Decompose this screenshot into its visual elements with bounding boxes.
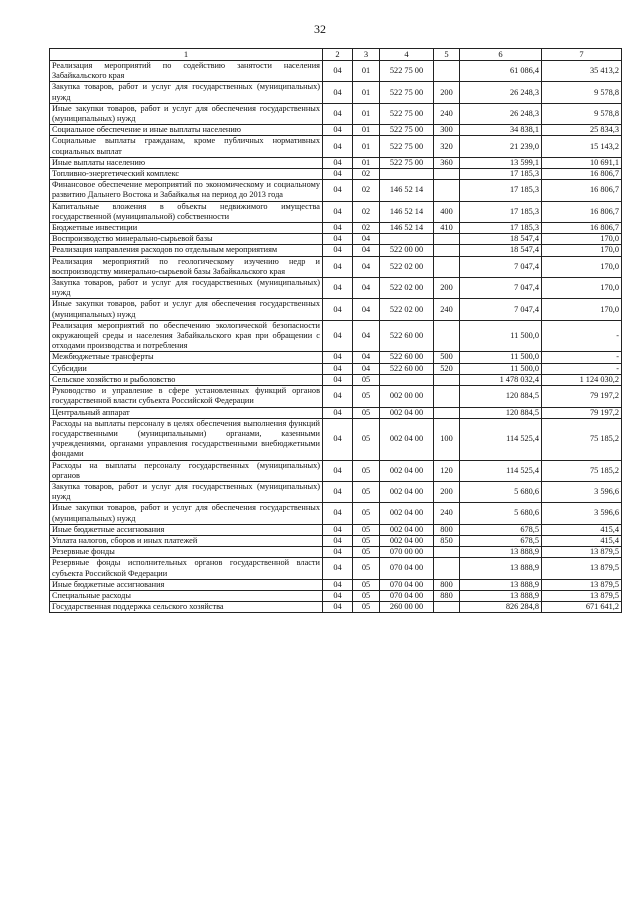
cell-section: 04: [323, 299, 353, 320]
cell-amount-1: 5 680,6: [460, 481, 542, 502]
cell-amount-1: 13 888,9: [460, 579, 542, 590]
cell-name: Социальное обеспечение и иные выплаты населению: [50, 125, 323, 136]
cell-name: Топливно-энергетический комплекс: [50, 169, 323, 180]
table-row: [50, 157, 622, 168]
cell-section: 04: [323, 602, 353, 613]
cell-section: 04: [323, 320, 353, 352]
cell-amount-2: 13 879,5: [542, 558, 622, 579]
cell-name: Иные закупки товаров, работ и услуг для обеспечения государственных (муниципальных) нужд: [50, 299, 323, 320]
cell-amount-2: 75 185,2: [542, 418, 622, 460]
cell-subsection: 02: [353, 223, 380, 234]
table-row: [50, 61, 622, 82]
cell-expense-type: 200: [434, 278, 460, 299]
table-row: [50, 374, 622, 385]
cell-target-article: 522 00 00: [380, 245, 434, 256]
col-header: 3: [353, 49, 380, 61]
cell-amount-2: 13 879,5: [542, 590, 622, 601]
cell-subsection: 01: [353, 125, 380, 136]
cell-subsection: 05: [353, 590, 380, 601]
cell-section: 04: [323, 157, 353, 168]
cell-amount-2: 16 806,7: [542, 169, 622, 180]
cell-section: 04: [323, 374, 353, 385]
cell-target-article: [380, 374, 434, 385]
cell-amount-1: 678,5: [460, 524, 542, 535]
cell-target-article: 146 52 14: [380, 201, 434, 222]
cell-expense-type: 800: [434, 579, 460, 590]
cell-expense-type: [434, 61, 460, 82]
cell-section: 04: [323, 579, 353, 590]
cell-name: Закупка товаров, работ и услуг для государственных (муниципальных) нужд: [50, 82, 323, 103]
cell-expense-type: 240: [434, 103, 460, 124]
cell-subsection: 05: [353, 579, 380, 590]
cell-amount-1: 26 248,3: [460, 82, 542, 103]
cell-subsection: 05: [353, 418, 380, 460]
page-number: 32: [314, 22, 326, 36]
cell-name: Расходы на выплаты персоналу государственных (муниципальных) органов: [50, 460, 323, 481]
cell-target-article: 522 60 00: [380, 352, 434, 363]
cell-section: 04: [323, 180, 353, 201]
cell-name: Руководство и управление в сфере установленных функций органов государственной власти субъекта Российской Федерации: [50, 386, 323, 407]
cell-amount-1: 11 500,0: [460, 363, 542, 374]
cell-subsection: 05: [353, 374, 380, 385]
cell-subsection: 01: [353, 103, 380, 124]
budget-table: [49, 48, 622, 613]
cell-subsection: 04: [353, 320, 380, 352]
cell-subsection: 04: [353, 363, 380, 374]
cell-amount-1: 5 680,6: [460, 503, 542, 524]
cell-name: Социальные выплаты гражданам, кроме публичных нормативных социальных выплат: [50, 136, 323, 157]
cell-amount-2: 3 596,6: [542, 481, 622, 502]
table-row: [50, 590, 622, 601]
table-row: [50, 234, 622, 245]
cell-name: Субсидии: [50, 363, 323, 374]
cell-subsection: 04: [353, 234, 380, 245]
cell-target-article: 522 60 00: [380, 363, 434, 374]
cell-subsection: 05: [353, 503, 380, 524]
cell-name: Реализация направления расходов по отдельным мероприятиям: [50, 245, 323, 256]
cell-amount-2: 415,4: [542, 535, 622, 546]
cell-subsection: 05: [353, 558, 380, 579]
col-header: 5: [434, 49, 460, 61]
cell-target-article: 146 52 14: [380, 223, 434, 234]
cell-name: Сельское хозяйство и рыболовство: [50, 374, 323, 385]
cell-target-article: 522 75 00: [380, 157, 434, 168]
cell-target-article: 522 02 00: [380, 278, 434, 299]
cell-expense-type: [434, 234, 460, 245]
table-row: [50, 418, 622, 460]
cell-subsection: 04: [353, 299, 380, 320]
cell-subsection: 05: [353, 386, 380, 407]
cell-name: Межбюджетные трансферты: [50, 352, 323, 363]
cell-subsection: 04: [353, 352, 380, 363]
cell-amount-1: 21 239,0: [460, 136, 542, 157]
table-row: [50, 363, 622, 374]
cell-target-article: 002 04 00: [380, 460, 434, 481]
col-header: 2: [323, 49, 353, 61]
cell-name: Финансовое обеспечение мероприятий по экономическому и социальному развитию Дальнего Востока и Забайкалья на период до 2013 года: [50, 180, 323, 201]
cell-expense-type: 800: [434, 524, 460, 535]
cell-amount-2: 16 806,7: [542, 201, 622, 222]
cell-target-article: 002 04 00: [380, 503, 434, 524]
cell-expense-type: 360: [434, 157, 460, 168]
cell-subsection: 01: [353, 136, 380, 157]
cell-amount-1: 17 185,3: [460, 169, 542, 180]
cell-expense-type: [434, 386, 460, 407]
cell-subsection: 04: [353, 278, 380, 299]
cell-amount-2: 671 641,2: [542, 602, 622, 613]
cell-amount-1: 11 500,0: [460, 320, 542, 352]
cell-amount-2: -: [542, 363, 622, 374]
cell-amount-2: 170,0: [542, 245, 622, 256]
cell-amount-1: 7 047,4: [460, 299, 542, 320]
cell-expense-type: 300: [434, 125, 460, 136]
cell-section: 04: [323, 125, 353, 136]
cell-amount-2: 9 578,8: [542, 103, 622, 124]
cell-name: Реализация мероприятий по обеспечению экологической безопасности окружающей среды и населения Забайкальского края при обращении с отходами производства и потребления: [50, 320, 323, 352]
cell-expense-type: 850: [434, 535, 460, 546]
cell-target-article: 002 04 00: [380, 418, 434, 460]
cell-target-article: 070 04 00: [380, 558, 434, 579]
cell-section: 04: [323, 245, 353, 256]
table-row: [50, 547, 622, 558]
cell-amount-1: 17 185,3: [460, 180, 542, 201]
cell-subsection: 05: [353, 547, 380, 558]
cell-amount-1: 120 884,5: [460, 386, 542, 407]
cell-target-article: 522 75 00: [380, 61, 434, 82]
cell-amount-2: 79 197,2: [542, 407, 622, 418]
cell-section: 04: [323, 61, 353, 82]
table-row: [50, 579, 622, 590]
cell-expense-type: 240: [434, 503, 460, 524]
cell-subsection: 02: [353, 169, 380, 180]
cell-name: Иные бюджетные ассигнования: [50, 579, 323, 590]
cell-amount-1: 61 086,4: [460, 61, 542, 82]
cell-name: Реализация мероприятий по содействию занятости населения Забайкальского края: [50, 61, 323, 82]
cell-amount-1: 13 888,9: [460, 590, 542, 601]
cell-section: 04: [323, 524, 353, 535]
cell-name: Иные закупки товаров, работ и услуг для обеспечения государственных (муниципальных) нужд: [50, 103, 323, 124]
cell-target-article: 002 04 00: [380, 535, 434, 546]
cell-expense-type: [434, 245, 460, 256]
cell-section: 04: [323, 558, 353, 579]
col-header: 6: [460, 49, 542, 61]
cell-expense-type: [434, 169, 460, 180]
cell-name: Центральный аппарат: [50, 407, 323, 418]
cell-amount-2: 75 185,2: [542, 460, 622, 481]
cell-amount-2: 13 879,5: [542, 579, 622, 590]
cell-amount-1: 18 547,4: [460, 234, 542, 245]
cell-section: 04: [323, 278, 353, 299]
cell-expense-type: 200: [434, 481, 460, 502]
cell-amount-1: 34 838,1: [460, 125, 542, 136]
cell-subsection: 01: [353, 157, 380, 168]
cell-amount-2: 13 879,5: [542, 547, 622, 558]
cell-subsection: 05: [353, 407, 380, 418]
cell-amount-2: 170,0: [542, 278, 622, 299]
cell-name: Специальные расходы: [50, 590, 323, 601]
table-row: [50, 103, 622, 124]
cell-expense-type: 200: [434, 82, 460, 103]
cell-subsection: 05: [353, 602, 380, 613]
cell-name: Бюджетные инвестиции: [50, 223, 323, 234]
cell-amount-1: 7 047,4: [460, 256, 542, 277]
cell-amount-2: -: [542, 320, 622, 352]
cell-target-article: 002 04 00: [380, 524, 434, 535]
cell-name: Иные бюджетные ассигнования: [50, 524, 323, 535]
cell-section: 04: [323, 201, 353, 222]
table-row: [50, 460, 622, 481]
table-row: [50, 352, 622, 363]
cell-amount-1: 17 185,3: [460, 223, 542, 234]
cell-expense-type: [434, 320, 460, 352]
table-row: [50, 481, 622, 502]
table-row: [50, 535, 622, 546]
cell-name: Иные выплаты населению: [50, 157, 323, 168]
cell-name: Закупка товаров, работ и услуг для государственных (муниципальных) нужд: [50, 481, 323, 502]
cell-expense-type: [434, 547, 460, 558]
cell-section: 04: [323, 234, 353, 245]
cell-amount-2: 415,4: [542, 524, 622, 535]
cell-name: Реализация мероприятий по геологическому изучению недр и воспроизводству минерально-сырьевой базы Забайкальского края: [50, 256, 323, 277]
table-row: [50, 201, 622, 222]
cell-section: 04: [323, 82, 353, 103]
cell-amount-2: 35 413,2: [542, 61, 622, 82]
table-row: [50, 82, 622, 103]
cell-expense-type: 500: [434, 352, 460, 363]
cell-amount-1: 17 185,3: [460, 201, 542, 222]
cell-target-article: 002 04 00: [380, 481, 434, 502]
cell-subsection: 02: [353, 180, 380, 201]
cell-subsection: 01: [353, 82, 380, 103]
col-header: 1: [50, 49, 323, 61]
cell-target-article: 070 04 00: [380, 579, 434, 590]
cell-target-article: 522 75 00: [380, 136, 434, 157]
cell-subsection: 01: [353, 61, 380, 82]
cell-section: 04: [323, 407, 353, 418]
cell-amount-2: 1 124 030,2: [542, 374, 622, 385]
table-header-row: [50, 49, 622, 61]
table-row: [50, 503, 622, 524]
cell-expense-type: 120: [434, 460, 460, 481]
cell-amount-1: 26 248,3: [460, 103, 542, 124]
cell-subsection: 04: [353, 245, 380, 256]
cell-expense-type: [434, 256, 460, 277]
cell-expense-type: 880: [434, 590, 460, 601]
cell-amount-2: -: [542, 352, 622, 363]
cell-target-article: 146 52 14: [380, 180, 434, 201]
cell-target-article: 522 60 00: [380, 320, 434, 352]
cell-amount-2: 16 806,7: [542, 180, 622, 201]
table-row: [50, 125, 622, 136]
cell-name: Воспроизводство минерально-сырьевой базы: [50, 234, 323, 245]
table-row: [50, 524, 622, 535]
cell-target-article: 002 00 00: [380, 386, 434, 407]
cell-target-article: 070 00 00: [380, 547, 434, 558]
cell-amount-2: 3 596,6: [542, 503, 622, 524]
cell-section: 04: [323, 103, 353, 124]
cell-expense-type: 100: [434, 418, 460, 460]
cell-target-article: 260 00 00: [380, 602, 434, 613]
cell-amount-1: 1 478 032,4: [460, 374, 542, 385]
cell-name: Уплата налогов, сборов и иных платежей: [50, 535, 323, 546]
cell-amount-2: 170,0: [542, 234, 622, 245]
cell-section: 04: [323, 363, 353, 374]
cell-amount-1: 11 500,0: [460, 352, 542, 363]
cell-section: 04: [323, 481, 353, 502]
cell-amount-2: 9 578,8: [542, 82, 622, 103]
cell-name: Резервные фонды исполнительных органов государственной власти субъекта Российской Федерации: [50, 558, 323, 579]
cell-amount-2: 79 197,2: [542, 386, 622, 407]
cell-expense-type: [434, 602, 460, 613]
cell-expense-type: 410: [434, 223, 460, 234]
cell-target-article: 522 75 00: [380, 125, 434, 136]
table-row: [50, 245, 622, 256]
cell-subsection: 02: [353, 201, 380, 222]
cell-amount-2: 10 691,1: [542, 157, 622, 168]
table-row: [50, 256, 622, 277]
cell-amount-1: 114 525,4: [460, 418, 542, 460]
cell-section: 04: [323, 535, 353, 546]
table-row: [50, 169, 622, 180]
table-row: [50, 407, 622, 418]
cell-target-article: 522 02 00: [380, 299, 434, 320]
cell-subsection: 04: [353, 256, 380, 277]
cell-subsection: 05: [353, 481, 380, 502]
cell-target-article: [380, 234, 434, 245]
cell-amount-2: 25 834,3: [542, 125, 622, 136]
cell-section: 04: [323, 418, 353, 460]
cell-amount-1: 13 888,9: [460, 558, 542, 579]
cell-target-article: 522 75 00: [380, 82, 434, 103]
cell-expense-type: 520: [434, 363, 460, 374]
cell-section: 04: [323, 169, 353, 180]
cell-name: Капитальные вложения в объекты недвижимого имущества государственной (муниципальной) собственности: [50, 201, 323, 222]
cell-amount-1: 7 047,4: [460, 278, 542, 299]
cell-section: 04: [323, 223, 353, 234]
table-row: [50, 320, 622, 352]
table-row: [50, 299, 622, 320]
cell-amount-2: 15 143,2: [542, 136, 622, 157]
cell-name: Расходы на выплаты персоналу в целях обеспечения выполнения функций государственными (муниципальными) органами, казенными учреждениями, органами управления государственными внебюджетными фондами: [50, 418, 323, 460]
cell-section: 04: [323, 386, 353, 407]
table-row: [50, 558, 622, 579]
cell-subsection: 05: [353, 460, 380, 481]
cell-section: 04: [323, 547, 353, 558]
table-row: [50, 602, 622, 613]
cell-expense-type: 320: [434, 136, 460, 157]
cell-subsection: 05: [353, 535, 380, 546]
cell-target-article: 522 75 00: [380, 103, 434, 124]
table-row: [50, 386, 622, 407]
cell-amount-2: 16 806,7: [542, 223, 622, 234]
cell-name: Закупка товаров, работ и услуг для государственных (муниципальных) нужд: [50, 278, 323, 299]
cell-amount-1: 120 884,5: [460, 407, 542, 418]
cell-section: 04: [323, 590, 353, 601]
cell-expense-type: 400: [434, 201, 460, 222]
cell-target-article: 002 04 00: [380, 407, 434, 418]
cell-expense-type: [434, 558, 460, 579]
cell-expense-type: [434, 374, 460, 385]
cell-amount-1: 114 525,4: [460, 460, 542, 481]
cell-name: Государственная поддержка сельского хозяйства: [50, 602, 323, 613]
cell-amount-2: 170,0: [542, 299, 622, 320]
cell-amount-1: 13 599,1: [460, 157, 542, 168]
cell-name: Иные закупки товаров, работ и услуг для обеспечения государственных (муниципальных) нужд: [50, 503, 323, 524]
table-row: [50, 223, 622, 234]
cell-subsection: 05: [353, 524, 380, 535]
cell-section: 04: [323, 352, 353, 363]
table-row: [50, 136, 622, 157]
table-row: [50, 180, 622, 201]
cell-amount-1: 18 547,4: [460, 245, 542, 256]
col-header: 4: [380, 49, 434, 61]
cell-amount-1: 826 284,8: [460, 602, 542, 613]
cell-section: 04: [323, 136, 353, 157]
cell-expense-type: 240: [434, 299, 460, 320]
cell-amount-1: 678,5: [460, 535, 542, 546]
cell-target-article: [380, 169, 434, 180]
cell-amount-2: 170,0: [542, 256, 622, 277]
cell-section: 04: [323, 503, 353, 524]
cell-target-article: 522 02 00: [380, 256, 434, 277]
cell-expense-type: [434, 407, 460, 418]
table-body: [50, 61, 622, 613]
cell-expense-type: [434, 180, 460, 201]
col-header: 7: [542, 49, 622, 61]
cell-section: 04: [323, 460, 353, 481]
cell-section: 04: [323, 256, 353, 277]
cell-amount-1: 13 888,9: [460, 547, 542, 558]
cell-name: Резервные фонды: [50, 547, 323, 558]
cell-target-article: 070 04 00: [380, 590, 434, 601]
table-row: [50, 278, 622, 299]
